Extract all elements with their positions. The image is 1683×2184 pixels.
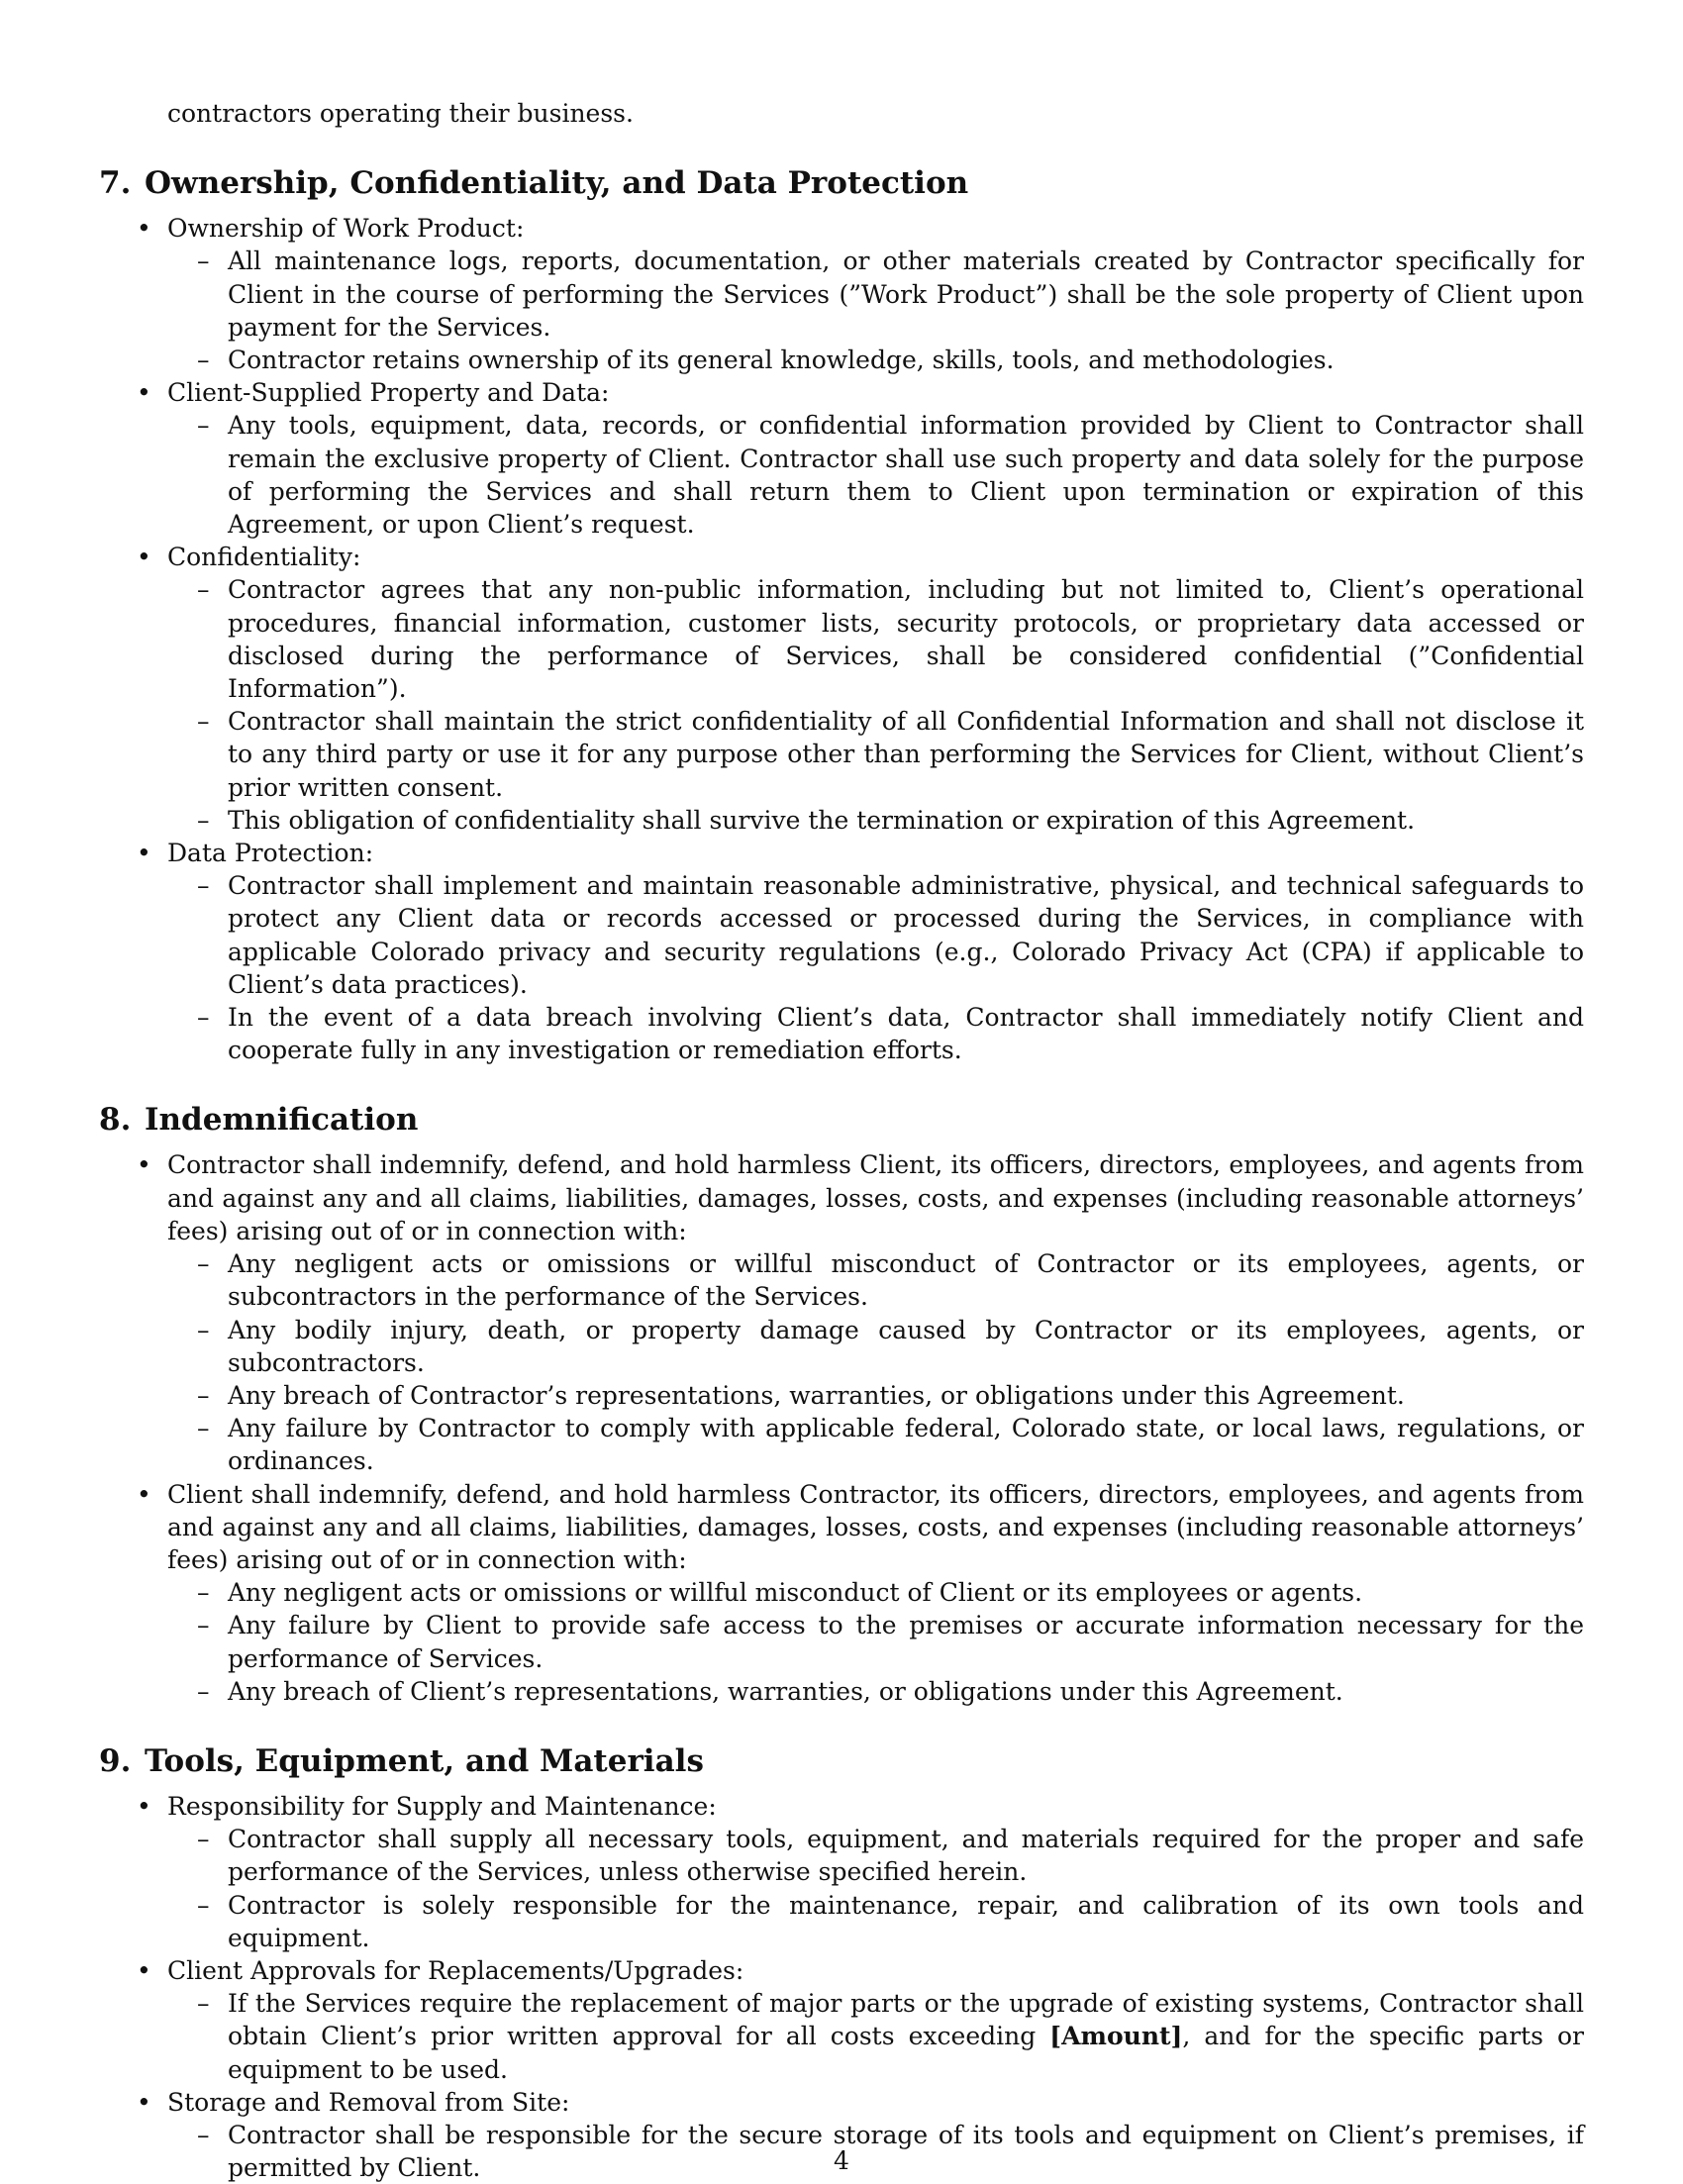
section-title: Ownership, Confidentiality, and Data Protection [145,165,969,202]
list-item-label: Client Approvals for Replacements/Upgrades: [167,1955,744,1985]
section-heading-7 [99,163,1584,203]
list-item [99,541,1584,837]
section-number: 7. [99,165,132,202]
sub-list-item: – Any tools, equipment, data, records, or confidential information provided by Client to Contractor shall remain the exclusive property of Client. Contractor shall use such property and data solely for the purpose of performing the Services and shall return them to Client upon termination or expiration of this Agreement, or upon Client’s request. [167,409,1584,541]
list-item [99,212,1584,376]
sub-list-item: – Contractor shall maintain the strict confidentiality of all Confidential Information and shall not disclose it to any third party or use it for any purpose other than performing the Services for Client, without Client’s prior written consent. [167,705,1584,804]
document-page [99,97,1584,2184]
sub-list-item: – Any failure by Client to provide safe access to the premises or accurate information necessary for the performance of Services. [167,1609,1584,1674]
sub-list [167,1576,1584,1708]
list-item-label: Data Protection: [167,839,374,868]
list-item-label: Confidentiality: [167,543,361,572]
sub-list [167,245,1584,376]
list-item-label: Client shall indemnify, defend, and hold harmless Contractor, its officers, directors, employees, and agents from and against any and all claims, liabilities, damages, losses, costs, and expenses (including reasonable attorneys’ fees) arising out of or in connection with: [167,1479,1584,1574]
sub-list [167,1987,1584,2086]
list-item [99,1954,1584,2086]
sub-list [167,1823,1584,1954]
sub-list-item: – Contractor is solely responsible for the maintenance, repair, and calibration of its own tools and equipment. [167,1889,1584,1954]
list-item-label: Responsibility for Supply and Maintenance: [167,1791,717,1821]
list-item [99,1148,1584,1477]
sub-list-item: – All maintenance logs, reports, documentation, or other materials created by Contractor specifically for Client in the course of performing the Services (”Work Product”) shall be the sole property of Client upon payment for the Services. [167,245,1584,344]
sub-list-item: – Any negligent acts or omissions or willful misconduct of Contractor or its employees, agents, or subcontractors in the performance of the Services. [167,1247,1584,1313]
sub-list-item: – Contractor agrees that any non-public information, including but not limited to, Client’s operational procedures, financial information, customer lists, security protocols, or proprietary data accessed or disclosed during the performance of Services, shall be considered confidential (”Confidential Information”). [167,573,1584,705]
sub-list-item: – Any breach of Client’s representations, warranties, or obligations under this Agreement. [167,1675,1584,1708]
list-item [99,837,1584,1066]
sub-list-item: – Contractor shall supply all necessary tools, equipment, and materials required for the proper and safe performance of the Services, unless otherwise specified herein. [167,1823,1584,1888]
section-title: Tools, Equipment, and Materials [145,1742,704,1779]
sub-list-item-text: If the Services require the replacement of major parts or the upgrade of existing systems, Contractor shall obtain Client’s prior written approval for all costs exceeding [228,1989,1584,2051]
sub-list-item: – This obligation of confidentiality shall survive the termination or expiration of this Agreement. [167,804,1584,837]
sub-list [167,869,1584,1066]
sub-list-item: – Any bodily injury, death, or property damage caused by Contractor or its employees, agents, or subcontractors. [167,1314,1584,1379]
section-8-list [99,1148,1584,1707]
section-9-list [99,1790,1584,2184]
section-title: Indemnification [145,1102,419,1139]
sub-list [167,573,1584,837]
section-number: 8. [99,1102,132,1139]
sub-list-item [167,1987,1584,2086]
sub-list-item: – Any negligent acts or omissions or willful misconduct of Client or its employees or agents. [167,1576,1584,1609]
carryover-text: contractors operating their business. [167,99,634,128]
section-number: 9. [99,1742,132,1779]
list-item-label: Client-Supplied Property and Data: [167,378,610,408]
sub-list-item: – Any breach of Contractor’s representations, warranties, or obligations under this Agreement. [167,1379,1584,1412]
page-number: 4 [834,2146,849,2175]
sub-list [167,409,1584,541]
list-item [99,1790,1584,1954]
section-heading-9 [99,1741,1584,1781]
sub-list-item: – In the event of a data breach involving Client’s data, Contractor shall immediately notify Client and cooperate fully in any investigation or remediation efforts. [167,1001,1584,1066]
list-item-label: Ownership of Work Product: [167,214,525,244]
amount-placeholder: [Amount] [1049,2022,1183,2051]
sub-list-item: – Any failure by Contractor to comply with applicable federal, Colorado state, or local laws, regulations, or ordinances. [167,1412,1584,1477]
sub-list-item: – Contractor shall implement and maintain reasonable administrative, physical, and technical safeguards to protect any Client data or records accessed or processed during the Services, in compliance with applicable Colorado privacy and security regulations (e.g., Colorado Privacy Act (CPA) if applicable to Client’s data practices). [167,869,1584,1001]
section-7-list [99,212,1584,1066]
list-item-label: Contractor shall indemnify, defend, and hold harmless Client, its officers, directors, employees, and agents from and against any and all claims, liabilities, damages, losses, costs, and expenses (including reasonable attorneys’ fees) arising out of or in connection with: [167,1150,1584,1245]
sub-list [167,1247,1584,1477]
sub-list-item: – Contractor shall be responsible for the secure storage of its tools and equipment on Client’s premises, if permitted by Client. [167,2119,1584,2184]
sub-list-item-tail: , and for the specific parts or equipment to be used. [228,2022,1585,2084]
section-heading-8 [99,1100,1584,1140]
list-item-label: Storage and Removal from Site: [167,2087,570,2117]
list-item [99,376,1584,541]
list-item [99,1478,1584,1708]
sub-list-item: – Contractor retains ownership of its general knowledge, skills, tools, and methodologies. [167,344,1584,376]
